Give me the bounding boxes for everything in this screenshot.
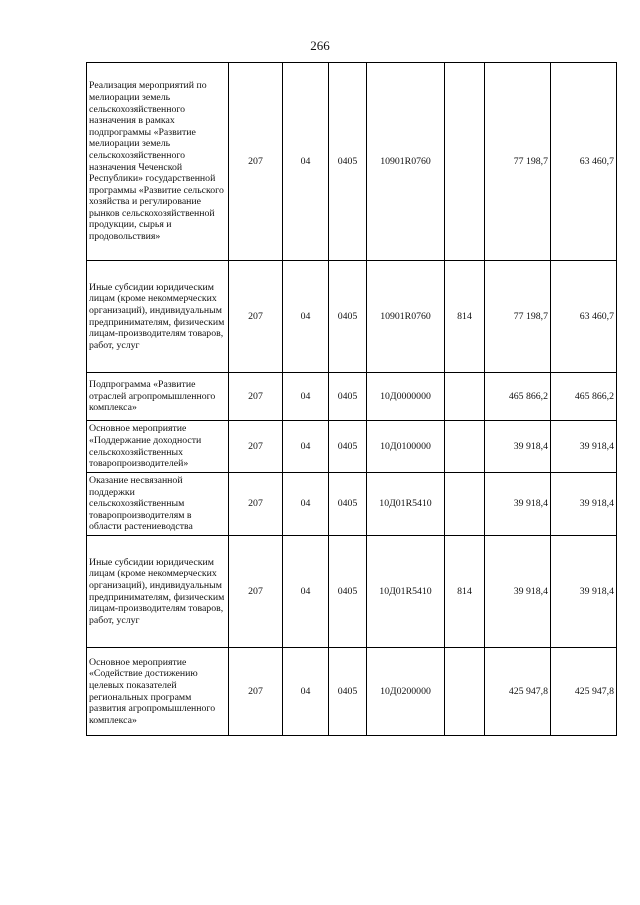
amount-1-cell: 77 198,7 — [485, 261, 551, 373]
section-cell: 04 — [283, 261, 329, 373]
target-article-cell: 10Д01R5410 — [367, 536, 445, 648]
amount-1-cell: 39 918,4 — [485, 473, 551, 536]
subsection-cell: 0405 — [329, 373, 367, 421]
amount-2-cell: 39 918,4 — [551, 421, 617, 473]
amount-2-cell: 63 460,7 — [551, 261, 617, 373]
amount-2-cell: 39 918,4 — [551, 473, 617, 536]
amount-1-cell: 77 198,7 — [485, 63, 551, 261]
ministry-code-cell: 207 — [229, 63, 283, 261]
amount-2-cell: 425 947,8 — [551, 648, 617, 736]
subsection-cell: 0405 — [329, 648, 367, 736]
table-row — [87, 473, 617, 536]
expense-type-cell — [445, 373, 485, 421]
expense-type-cell — [445, 63, 485, 261]
section-cell: 04 — [283, 63, 329, 261]
expense-type-cell — [445, 473, 485, 536]
target-article-cell: 10901R0760 — [367, 63, 445, 261]
target-article-cell: 10Д0200000 — [367, 648, 445, 736]
ministry-code-cell: 207 — [229, 536, 283, 648]
table-row — [87, 536, 617, 648]
section-cell: 04 — [283, 421, 329, 473]
table-row — [87, 648, 617, 736]
page-number: 266 — [310, 38, 330, 53]
table-row — [87, 373, 617, 421]
target-article-cell: 10Д01R5410 — [367, 473, 445, 536]
subsection-cell: 0405 — [329, 536, 367, 648]
ministry-code-cell: 207 — [229, 261, 283, 373]
amount-2-cell: 39 918,4 — [551, 536, 617, 648]
row-name-cell: Иные субсидии юридическим лицам (кроме некоммерческих организаций), индивидуальным предпринимателям, физическим лицам-производителям товаров, работ, услуг — [87, 536, 229, 648]
subsection-cell: 0405 — [329, 63, 367, 261]
ministry-code-cell: 207 — [229, 648, 283, 736]
amount-1-cell: 39 918,4 — [485, 536, 551, 648]
row-name-cell: Иные субсидии юридическим лицам (кроме некоммерческих организаций), индивидуальным предпринимателям, физическим лицам-производителям товаров, работ, услуг — [87, 261, 229, 373]
amount-2-cell: 465 866,2 — [551, 373, 617, 421]
row-name-cell: Оказание несвязанной поддержки сельскохозяйственным товаропроизводителям в области растениеводства — [87, 473, 229, 536]
amount-1-cell: 465 866,2 — [485, 373, 551, 421]
budget-table — [86, 62, 617, 736]
ministry-code-cell: 207 — [229, 421, 283, 473]
ministry-code-cell: 207 — [229, 473, 283, 536]
row-name-cell: Основное мероприятие «Содействие достижению целевых показателей региональных программ развития агропромышленного комплекса» — [87, 648, 229, 736]
amount-1-cell: 425 947,8 — [485, 648, 551, 736]
expense-type-cell: 814 — [445, 261, 485, 373]
expense-type-cell: 814 — [445, 536, 485, 648]
amount-1-cell: 39 918,4 — [485, 421, 551, 473]
subsection-cell: 0405 — [329, 473, 367, 536]
amount-2-cell: 63 460,7 — [551, 63, 617, 261]
table-row — [87, 63, 617, 261]
section-cell: 04 — [283, 473, 329, 536]
row-name-cell: Реализация мероприятий по мелиорации земель сельскохозяйственного назначения в рамках подпрограммы «Развитие мелиорации земель сельскохозяйственного назначения Чеченской Республики» государственной программы «Развитие сельского хозяйства и регулирование рынков сельскохозяйственной продукции, сырья и продовольствия» — [87, 63, 229, 261]
target-article-cell: 10Д0100000 — [367, 421, 445, 473]
expense-type-cell — [445, 421, 485, 473]
expense-type-cell — [445, 648, 485, 736]
section-cell: 04 — [283, 648, 329, 736]
row-name-cell: Подпрограмма «Развитие отраслей агропромышленного комплекса» — [87, 373, 229, 421]
ministry-code-cell: 207 — [229, 373, 283, 421]
subsection-cell: 0405 — [329, 261, 367, 373]
section-cell: 04 — [283, 373, 329, 421]
table-row — [87, 261, 617, 373]
target-article-cell: 10Д0000000 — [367, 373, 445, 421]
row-name-cell: Основное мероприятие «Поддержание доходности сельскохозяйственных товаропроизводителей» — [87, 421, 229, 473]
section-cell: 04 — [283, 536, 329, 648]
subsection-cell: 0405 — [329, 421, 367, 473]
table-row — [87, 421, 617, 473]
target-article-cell: 10901R0760 — [367, 261, 445, 373]
